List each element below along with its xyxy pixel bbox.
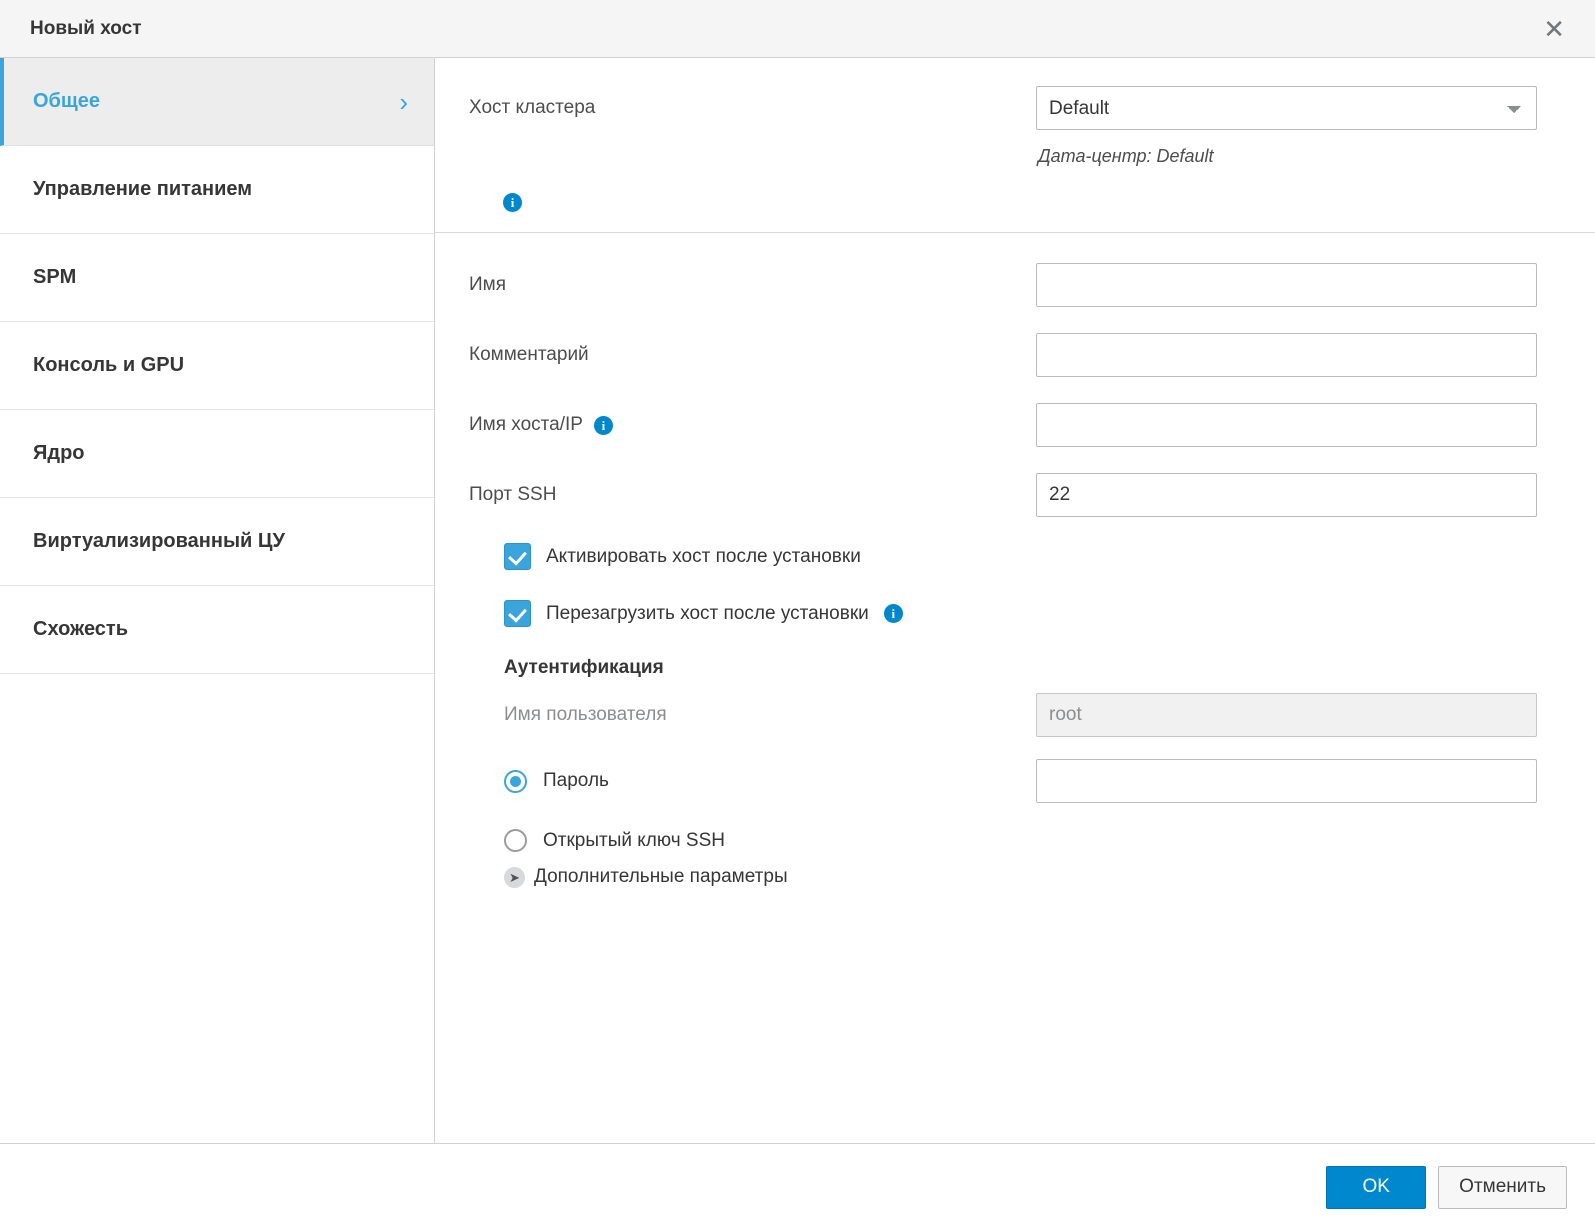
general-form-section [435, 233, 1595, 888]
datacenter-note: Дата-центр: Default [1038, 146, 1214, 166]
comment-label: Комментарий [469, 344, 589, 365]
sidebar-item-label: Ядро [33, 442, 85, 464]
dialog-footer [0, 1143, 1595, 1231]
sidebar-item-spm[interactable] [0, 234, 434, 322]
dialog-body [0, 58, 1595, 1143]
cancel-button[interactable]: Отменить [1438, 1166, 1567, 1209]
ssh-port-label: Порт SSH [469, 484, 557, 505]
ssh-port-input[interactable] [1036, 473, 1537, 517]
sidebar-item-affinity[interactable] [0, 586, 434, 674]
ssh-port-control [1036, 473, 1537, 517]
authentication-title: Аутентификация [504, 657, 664, 678]
sidebar-item-power-management[interactable] [0, 146, 434, 234]
username-label: Имя пользователя [504, 704, 667, 725]
sidebar-item-label: Схожесть [33, 618, 129, 640]
info-icon[interactable]: i [884, 604, 903, 623]
info-icon[interactable]: i [503, 193, 522, 212]
sidebar-item-label: Консоль и GPU [33, 354, 185, 376]
chevron-right-circle-icon[interactable]: ➤ [504, 867, 525, 888]
password-radio[interactable] [504, 770, 527, 793]
sidebar-item-label: Виртуализированный ЦУ [33, 530, 285, 552]
username-control [1036, 693, 1537, 737]
cluster-host-control [1036, 86, 1537, 130]
name-control [1036, 263, 1537, 307]
cluster-info-row [503, 193, 1537, 212]
dialog-title: Новый хост [30, 17, 142, 39]
close-icon[interactable]: ✕ [1543, 13, 1565, 44]
sidebar-item-general[interactable] [0, 58, 434, 146]
hostname-input[interactable] [1036, 403, 1537, 447]
sidebar-item-label: Управление питанием [33, 178, 253, 200]
cluster-host-row [469, 86, 1537, 130]
cluster-section [435, 58, 1595, 233]
cluster-host-label: Хост кластера [469, 97, 596, 118]
username-input [1036, 693, 1537, 737]
password-radio-label-group[interactable] [504, 770, 1036, 793]
dialog-titlebar [0, 0, 1595, 58]
info-icon[interactable]: i [594, 416, 613, 435]
name-label: Имя [469, 274, 507, 295]
username-row [469, 693, 1537, 737]
sidebar-item-kernel[interactable] [0, 410, 434, 498]
sidebar-item-label: Общее [33, 90, 101, 112]
reboot-host-label: Перезагрузить хост после установки [546, 602, 869, 624]
name-input[interactable] [1036, 263, 1537, 307]
sidebar-item-label: SPM [33, 266, 77, 288]
dialog-main-panel [435, 58, 1595, 1143]
sidebar-item-console-gpu[interactable] [0, 322, 434, 410]
password-input[interactable] [1036, 759, 1537, 803]
reboot-host-checkbox-row[interactable] [504, 600, 1537, 627]
name-row [469, 263, 1537, 307]
password-row [469, 759, 1537, 803]
ssh-key-label: Открытый ключ SSH [543, 829, 725, 851]
activate-host-label: Активировать хост после установки [546, 545, 861, 567]
ssh-public-key-radio[interactable] [504, 829, 527, 852]
reboot-host-checkbox[interactable] [504, 600, 531, 627]
ssh-key-row [469, 829, 1537, 852]
hostname-row [469, 403, 1537, 447]
ssh-port-row [469, 473, 1537, 517]
advanced-parameters-label: Дополнительные параметры [534, 866, 788, 887]
advanced-parameters-expander[interactable] [504, 866, 1537, 888]
hostname-label [469, 414, 1036, 436]
dialog-sidebar [0, 58, 435, 1143]
cluster-host-select[interactable] [1036, 86, 1537, 130]
hostname-label-text: Имя хоста/IP [469, 414, 583, 435]
main-spacer [435, 888, 1595, 1143]
comment-control [1036, 333, 1537, 377]
ok-button[interactable]: OK [1326, 1166, 1426, 1209]
ssh-key-radio-label-group[interactable] [504, 829, 1036, 852]
activate-host-checkbox-row[interactable] [504, 543, 1537, 570]
password-label: Пароль [543, 770, 609, 791]
sidebar-item-virtualized-cpu[interactable] [0, 498, 434, 586]
activate-host-checkbox[interactable] [504, 543, 531, 570]
hostname-control [1036, 403, 1537, 447]
password-control [1036, 759, 1537, 803]
comment-row [469, 333, 1537, 377]
comment-input[interactable] [1036, 333, 1537, 377]
chevron-right-icon: › [399, 86, 408, 117]
